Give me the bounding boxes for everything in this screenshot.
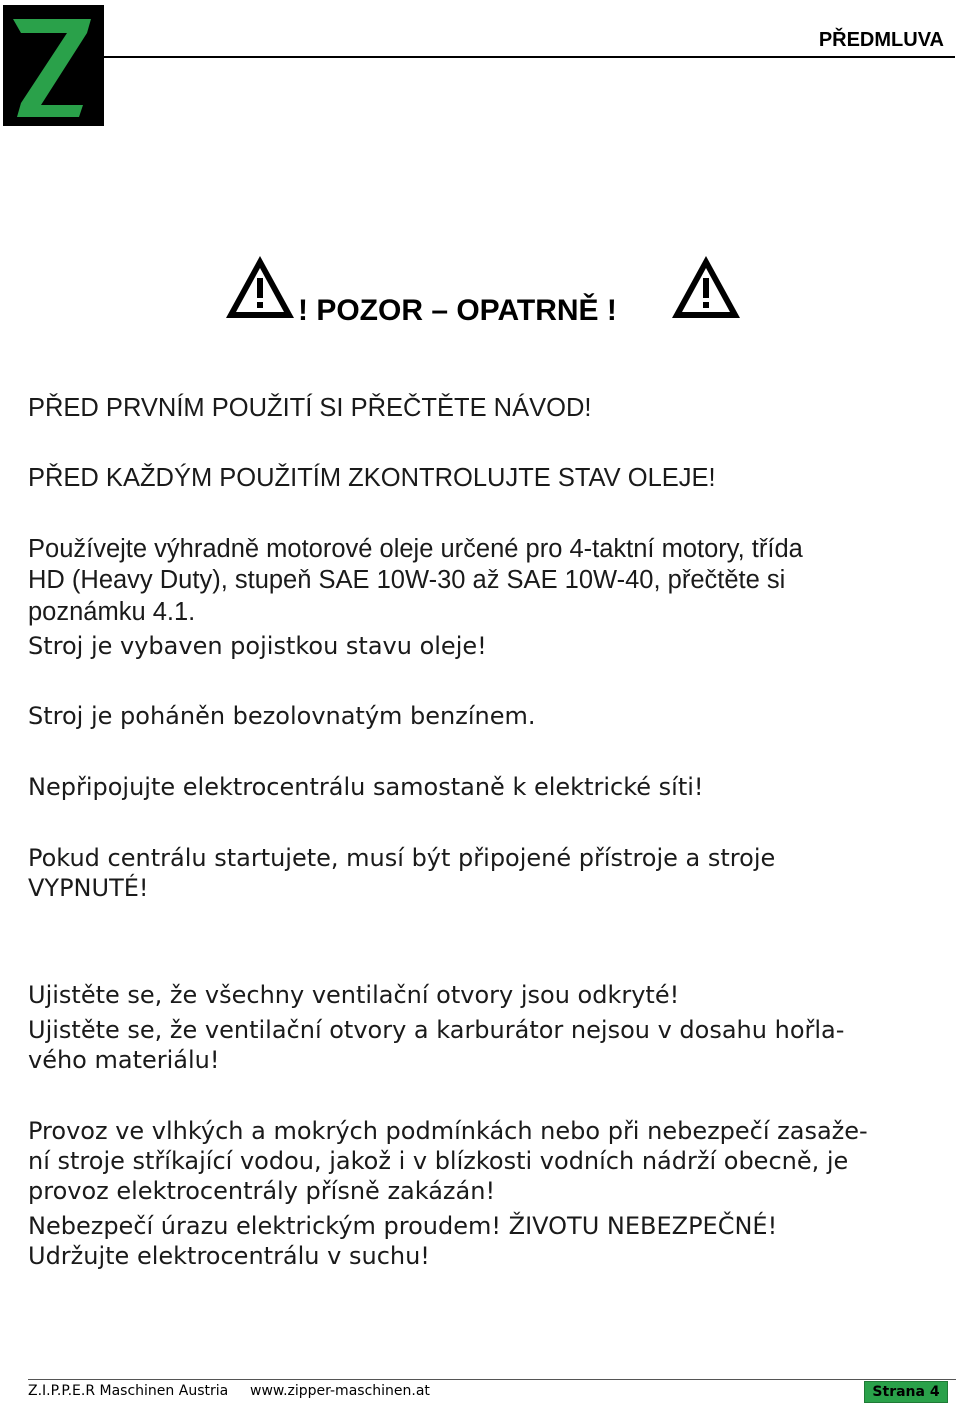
dry-instruction-text: Udržujte elektrocentrálu v suchu! <box>28 1242 430 1270</box>
wet-warning-line: ní stroje stříkající vodou, jakož i v blízkosti vodních nádrží obecně, je <box>28 1147 849 1175</box>
instruction-check-oil: PŘED KAŽDÝM POUŽITÍM ZKONTROLUJTE STAV OLEJE! <box>28 464 716 492</box>
start-warning-line: Pokud centrálu startujete, musí být připojené přístroje a stroje <box>28 844 776 872</box>
grid-warning-text: Nepřipojujte elektrocentrálu samostaně k elektrické síti! <box>28 773 704 801</box>
oil-spec-line: HD (Heavy Duty), stupeň SAE 10W-30 až SAE 10W-40, přečtěte si <box>28 566 786 594</box>
oil-guard-text: Stroj je vybaven pojistkou stavu oleje! <box>28 632 487 660</box>
footer-website: www.zipper-maschinen.at <box>250 1383 430 1399</box>
page-section-title: PŘEDMLUVA <box>818 29 944 51</box>
oil-spec-line: poznámku 4.1. <box>28 598 196 626</box>
wet-warning-line: provoz elektrocentrály přísně zakázán! <box>28 1177 496 1205</box>
wet-warning-line: Provoz ve vlhkých a mokrých podmínkách nebo při nebezpečí zasaže- <box>28 1117 868 1145</box>
vent-warning-line: vého materiálu! <box>28 1046 220 1074</box>
start-warning-line: VYPNUTÉ! <box>28 874 149 902</box>
footer-company: Z.I.P.P.E.R Maschinen Austria <box>28 1383 229 1399</box>
warning-triangle-icon <box>668 246 748 326</box>
header-rule <box>104 56 955 58</box>
fuel-text: Stroj je poháněn bezolovnatým benzínem. <box>28 702 536 730</box>
vent-warning-text: Ujistěte se, že všechny ventilační otvory jsou odkryté! <box>28 981 680 1009</box>
shock-warning-text: Nebezpečí úrazu elektrickým proudem! ŽIVOTU NEBEZPEČNÉ! <box>28 1212 778 1240</box>
page-number-badge: Strana 4 <box>864 1381 948 1403</box>
zipper-logo-icon <box>3 5 104 126</box>
footer-rule <box>28 1379 956 1380</box>
warning-heading: ! POZOR – OPATRNĚ ! <box>298 294 617 327</box>
oil-spec-line: Používejte výhradně motorové oleje určené pro 4-taktní motory, třída <box>28 535 803 563</box>
zipper-logo <box>3 5 104 126</box>
instruction-read-manual: PŘED PRVNÍM POUŽITÍ SI PŘEČTĚTE NÁVOD! <box>28 394 592 422</box>
vent-warning-line: Ujistěte se, že ventilační otvory a karburátor nejsou v dosahu hořla- <box>28 1016 845 1044</box>
warning-triangle-icon <box>222 246 302 326</box>
